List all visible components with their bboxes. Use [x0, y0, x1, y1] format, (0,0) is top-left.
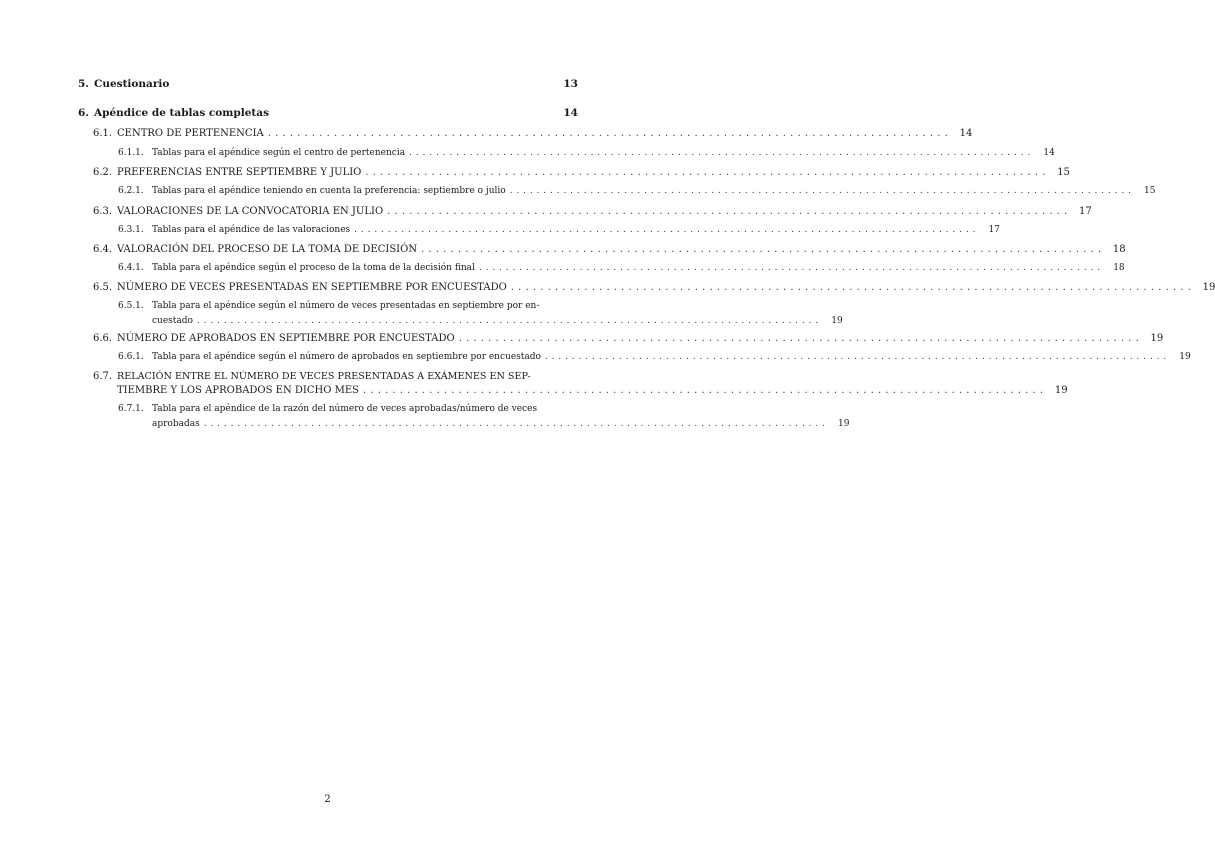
- entry-title: Tablas para el apéndice teniendo en cuenta la preferencia: septiembre o julio: [152, 186, 506, 196]
- entry-page: 18: [1113, 263, 1125, 273]
- entry-title: Tablas para el apéndice según el centro de pertenencia: [152, 148, 406, 158]
- entry-title: NÚMERO DE VECES PRESENTADAS EN SEPTIEMBRE POR ENCUESTADO: [117, 282, 507, 293]
- entry-title-line2: aprobadas: [152, 419, 200, 429]
- toc-entry-section[interactable]: [93, 332, 1164, 345]
- leader-dots: [545, 351, 1167, 364]
- toc-entry-subsection[interactable]: [118, 300, 843, 328]
- entry-page: 15: [1143, 186, 1156, 196]
- entry-number: 6.7.: [93, 371, 113, 382]
- entry-title: Tablas para el apéndice de las valoraciones: [152, 225, 351, 235]
- entry-number: 6.1.1.: [118, 148, 144, 158]
- entry-number: 6.4.: [93, 244, 113, 255]
- entry-title: VALORACIONES DE LA CONVOCATORIA EN JULIO: [117, 206, 384, 217]
- page-number: 2: [324, 794, 331, 805]
- entry-page: 19: [838, 419, 850, 429]
- entry-page: 19: [1150, 333, 1164, 344]
- leader-dots: [387, 205, 1068, 218]
- leader-dots: [354, 224, 976, 237]
- entry-page: 15: [1057, 167, 1070, 178]
- entry-title: Cuestionario: [94, 78, 170, 90]
- leader-dots: [511, 281, 1192, 294]
- toc-entry-section[interactable]: [93, 127, 973, 140]
- entry-title-line1: Tabla para el apéndice según el número de veces presentadas en septiembre por en-: [152, 301, 540, 311]
- toc-entry-section[interactable]: [93, 281, 1215, 294]
- entry-title: CENTRO DE PERTENENCIA: [117, 128, 264, 139]
- toc-entry-section[interactable]: [93, 205, 1092, 218]
- toc-entry-section[interactable]: [93, 166, 1070, 179]
- entry-title: VALORACIÓN DEL PROCESO DE LA TOMA DE DECISIÓN: [117, 244, 418, 255]
- entry-number: 6.: [78, 107, 89, 119]
- leader-dots: [421, 243, 1102, 256]
- leader-dots: [510, 185, 1132, 198]
- entry-number: 6.5.: [93, 282, 113, 293]
- toc-entry-subsection[interactable]: [118, 351, 1191, 364]
- toc-entry-chapter[interactable]: [78, 78, 578, 91]
- leader-dots: [363, 384, 1044, 397]
- entry-number: 6.2.1.: [118, 186, 144, 196]
- entry-title-line2: cuestado: [152, 316, 193, 326]
- entry-page: 18: [1112, 244, 1126, 255]
- entry-number: 6.4.1.: [118, 263, 144, 273]
- entry-page: 13: [563, 78, 578, 90]
- toc-entry-subsection[interactable]: [118, 262, 1125, 275]
- leader-dots: [204, 418, 826, 431]
- entry-number: 6.6.: [93, 333, 113, 344]
- entry-number: 6.2.: [93, 167, 113, 178]
- entry-number: 6.1.: [93, 128, 113, 139]
- toc-entry-section[interactable]: [93, 243, 1126, 256]
- entry-title: PREFERENCIAS ENTRE SEPTIEMBRE Y JULIO: [117, 167, 362, 178]
- entry-page: 14: [563, 107, 578, 119]
- entry-page: 19: [1054, 385, 1068, 396]
- toc-entry-subsection[interactable]: [118, 147, 1055, 160]
- entry-page: 17: [1078, 206, 1092, 217]
- entry-title-line1: RELACIÓN ENTRE EL NÚMERO DE VECES PRESENTADAS A EXÁMENES EN SEP-: [117, 371, 531, 382]
- entry-page: 17: [988, 225, 1000, 235]
- entry-number: 6.3.1.: [118, 225, 144, 235]
- leader-dots: [365, 166, 1046, 179]
- entry-title-line2: TIEMBRE Y LOS APROBADOS EN DICHO MES: [117, 385, 359, 396]
- entry-number: 6.6.1.: [118, 352, 144, 362]
- entry-title: Apéndice de tablas completas: [94, 107, 269, 119]
- entry-title: Tabla para el apéndice según el número de aprobados en septiembre por encuestado: [152, 352, 541, 362]
- entry-title-line1: Tabla para el apéndice de la razón del número de veces aprobadas/número de veces: [152, 404, 538, 414]
- entry-title: Tabla para el apéndice según el proceso de la toma de la decisión final: [152, 263, 475, 273]
- leader-dots: [268, 127, 949, 140]
- toc-entry-subsection[interactable]: [118, 224, 1000, 237]
- leader-dots: [459, 332, 1140, 345]
- toc-entry-section[interactable]: [93, 370, 1068, 397]
- entry-number: 5.: [78, 78, 89, 90]
- leader-dots: [197, 315, 819, 328]
- entry-page: 19: [831, 316, 843, 326]
- entry-title: NÚMERO DE APROBADOS EN SEPTIEMBRE POR ENCUESTADO: [117, 333, 455, 344]
- leader-dots: [479, 262, 1101, 275]
- entry-page: 14: [959, 128, 973, 139]
- entry-page: 19: [1202, 282, 1215, 293]
- entry-number: 6.5.1.: [118, 301, 144, 311]
- entry-page: 19: [1179, 352, 1191, 362]
- toc-entry-chapter[interactable]: [78, 107, 578, 120]
- toc-entry-subsection[interactable]: [118, 403, 850, 431]
- leader-dots: [409, 147, 1031, 160]
- entry-page: 14: [1043, 148, 1055, 158]
- entry-number: 6.3.: [93, 206, 113, 217]
- toc-entry-subsection[interactable]: [118, 185, 1156, 198]
- entry-number: 6.7.1.: [118, 404, 144, 414]
